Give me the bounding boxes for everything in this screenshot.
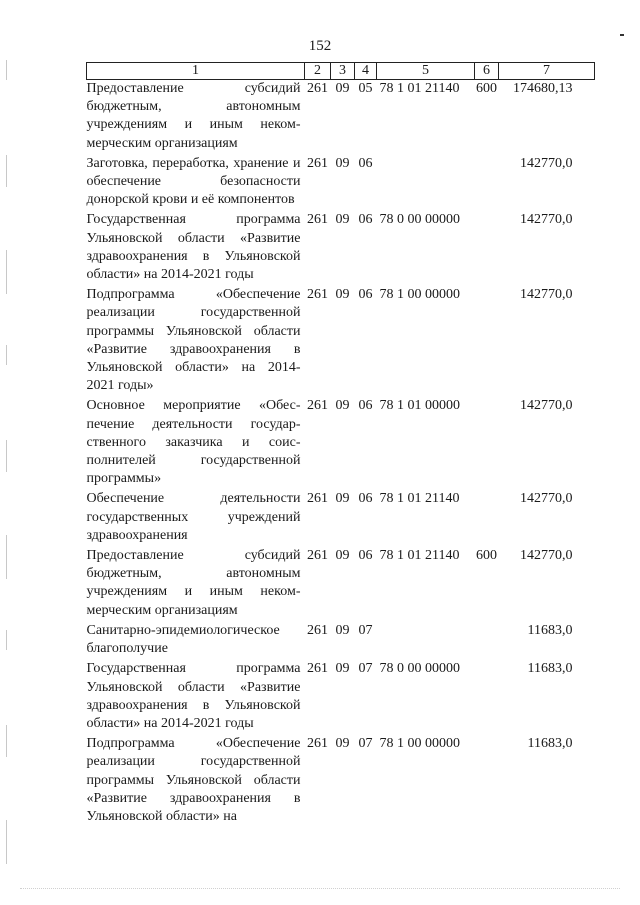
row-section-code: 09 [335,212,350,228]
row-description: Заготовка, переработка, хранение и обеспечение безопасности донорской крови и её компонентов [86,155,301,208]
row-target-article [377,155,475,210]
row-section-code: 09 [335,287,350,303]
table-row [87,80,595,153]
row-amount: 142770,0 [520,548,573,564]
page-number: 152 [308,38,332,54]
row-section-code: 09 [335,81,350,96]
scan-edge-mark [6,630,7,650]
row-expense-type [475,660,499,733]
column-header-target: 5 [377,63,475,80]
row-description: Основное мероприятие «Обеспечение деятельности государственного заказчика и соисполнителей государственной программы» [86,398,301,487]
table-row [87,397,595,488]
table-header-row [87,63,595,80]
row-expense-type [475,622,499,658]
row-subsection-code: 06 [358,155,373,171]
budget-table [86,62,595,826]
column-header-expense-type: 6 [475,63,499,80]
row-target-article: 78 0 00 00000 [379,212,460,228]
table-row [87,660,595,733]
row-target-article: 78 0 00 00000 [379,661,460,677]
row-ministry-code: 261 [307,398,328,414]
row-ministry-code: 261 [307,155,328,171]
row-amount: 142770,0 [520,491,573,507]
row-expense-type [475,735,499,826]
scan-edge-mark [6,60,7,80]
row-subsection-code: 07 [358,661,373,677]
row-section-code: 09 [335,491,350,507]
row-expense-type: 600 [476,81,497,96]
row-amount: 174680,13 [513,81,573,96]
row-description: Санитарно-эпидемиологическое благополучие [86,622,280,657]
row-expense-type [475,490,499,545]
row-subsection-code: 06 [358,548,373,564]
row-amount: 11683,0 [527,736,573,752]
row-section-code: 09 [335,548,350,564]
row-target-article [377,622,475,658]
row-target-article: 78 1 01 21140 [379,81,460,96]
table-row [87,211,595,284]
row-target-article: 78 1 00 00000 [379,287,460,303]
row-section-code: 09 [335,622,350,638]
column-header-description: 1 [87,63,305,80]
row-amount: 142770,0 [520,212,573,228]
scan-edge-mark [6,820,7,864]
scan-edge-mark [6,725,7,757]
row-ministry-code: 261 [307,212,328,228]
row-subsection-code: 07 [358,622,373,638]
row-ministry-code: 261 [307,622,328,638]
row-expense-type [475,155,499,210]
column-header-subsection: 4 [355,63,377,80]
table-row [87,622,595,658]
row-amount: 142770,0 [520,287,573,303]
scan-edge-mark [6,440,7,472]
row-expense-type [475,211,499,284]
row-description: Государственная программа Ульяновской области «Развитие здравоохранения в Ульяновской области» на 2014-2021 годы [86,661,301,731]
row-amount: 142770,0 [520,398,573,414]
row-subsection-code: 07 [358,736,373,752]
table-row [87,490,595,545]
row-section-code: 09 [335,398,350,414]
row-section-code: 09 [335,736,350,752]
table-row [87,155,595,210]
scan-edge-mark [6,535,7,579]
row-subsection-code: 06 [358,212,373,228]
row-description: Предоставление субсидий бюджетным, автономным учреждениям и иным некоммерческим организациям [86,81,301,151]
row-section-code: 09 [335,155,350,171]
row-target-article: 78 1 01 21140 [379,491,460,507]
row-amount: 11683,0 [527,661,573,677]
column-header-amount: 7 [499,63,595,80]
row-expense-type [475,397,499,488]
scan-edge-mark [6,250,7,294]
scan-noise [20,888,620,890]
row-ministry-code: 261 [307,548,328,564]
row-description: Подпрограмма «Обеспечение реализации государственной программы Ульяновской области «Развитие здравоохранения в Ульяновской области» на 2014-2021 годы» [86,287,301,394]
column-header-section: 3 [331,63,355,80]
row-description: Государственная программа Ульяновской области «Развитие здравоохранения в Ульяновской области» на 2014-2021 годы [86,212,301,283]
scan-edge-mark [6,345,7,365]
row-subsection-code: 06 [358,491,373,507]
row-amount: 11683,0 [527,622,573,638]
row-subsection-code: 06 [358,287,373,303]
row-ministry-code: 261 [307,736,328,752]
row-amount: 142770,0 [520,155,573,171]
row-expense-type: 600 [476,548,497,564]
row-description: Предоставление субсидий бюджетным, автономным учреждениям и иным некоммерческим организациям [86,548,301,618]
column-header-ministry: 2 [305,63,331,80]
scan-edge-mark [6,155,7,187]
scan-mark [620,34,624,36]
row-description: Подпрограмма «Обеспечение реализации государственной программы Ульяновской области «Развитие здравоохранения в Ульяновской области» на [86,736,301,824]
row-ministry-code: 261 [307,491,328,507]
row-ministry-code: 261 [307,81,328,96]
row-ministry-code: 261 [307,661,328,677]
row-ministry-code: 261 [307,287,328,303]
row-target-article: 78 1 00 00000 [379,736,460,752]
row-subsection-code: 06 [358,398,373,414]
table-row [87,547,595,620]
row-target-article: 78 1 01 00000 [379,398,460,414]
row-expense-type [475,286,499,395]
row-target-article: 78 1 01 21140 [379,548,460,564]
row-description: Обеспечение деятельности государственных учреждений здравоохранения [86,491,301,543]
table-row [87,286,595,395]
row-section-code: 09 [335,661,350,677]
row-subsection-code: 05 [358,81,373,96]
table-row [87,735,595,826]
